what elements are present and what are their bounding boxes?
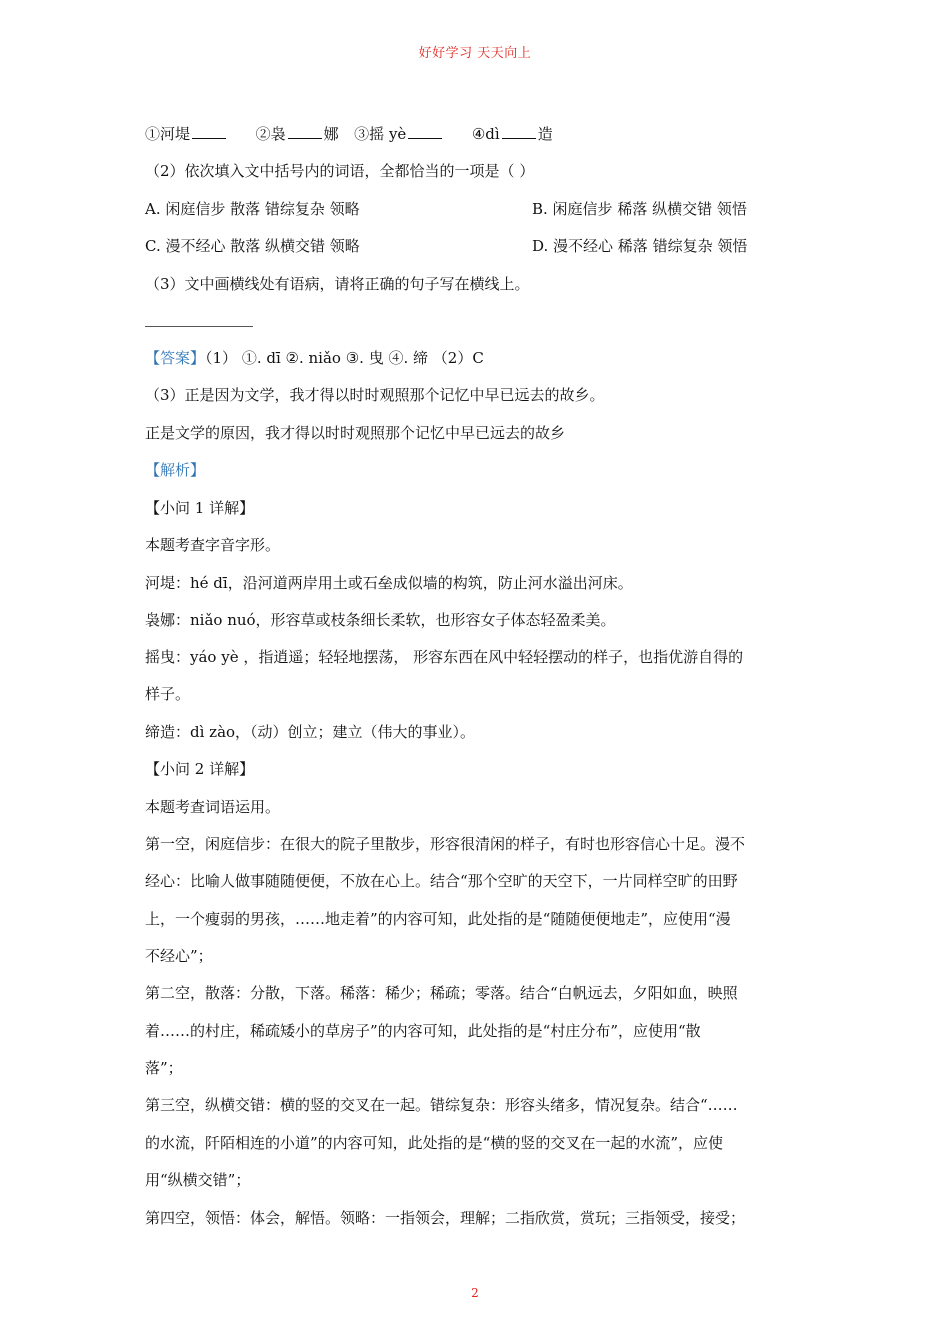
p2-line-2: 着……的村庄，稀疏矮小的草房子”的内容可知，此处指的是“村庄分布”，应使用“散 xyxy=(145,1022,701,1040)
blank-a xyxy=(192,124,226,139)
p1-line-4: 不经心”； xyxy=(145,947,213,965)
question-2: （2）依次填入文中括号内的词语，全都恰当的一项是（ ） xyxy=(145,162,535,180)
sub1-line-1: 河堤：hé dī，沿河道两岸用土或石垒成似墙的构筑，防止河水溢出河床。 xyxy=(145,574,633,592)
answer-3b: 正是文学的原因，我才得以时时观照那个记忆中早已远去的故乡 xyxy=(145,424,566,442)
answer-underline xyxy=(145,326,253,327)
p3-line-1: 第三空，纵横交错：横的竖的交叉在一起。错综复杂：形容头绪多，情况复杂。结合“…… xyxy=(145,1096,738,1114)
item-b-post: 娜 xyxy=(323,125,339,143)
sub1-heading: 【小问 1 详解】 xyxy=(145,499,255,517)
question-3: （3）文中画横线处有语病，请将正确的句子写在横线上。 xyxy=(145,275,530,293)
blank-c xyxy=(408,124,442,139)
sub1-intro: 本题考查字音字形。 xyxy=(145,536,281,554)
item-b-pre: ②袅 xyxy=(255,125,286,143)
sub1-line-4: 样子。 xyxy=(145,685,191,703)
option-b: B. 闲庭信步 稀落 纵横交错 领悟 xyxy=(532,200,747,218)
p2-line-1: 第二空，散落：分散，下落。稀落：稀少；稀疏；零落。结合“白帆远去，夕阳如血，映照 xyxy=(145,984,738,1002)
option-a: A. 闲庭信步 散落 错综复杂 领略 xyxy=(145,200,360,218)
sub1-line-5: 缔造：dì zào，（动）创立；建立（伟大的事业）。 xyxy=(145,723,476,741)
p2-line-3: 落”； xyxy=(145,1059,183,1077)
answer-text: （1） ①. dī ②. niǎo ③. 曳 ④. 缔 （2）C xyxy=(205,349,484,367)
sub2-intro: 本题考查词语运用。 xyxy=(145,798,281,816)
p1-line-3: 上，一个瘦弱的男孩，……地走着”的内容可知，此处指的是“随随便便地走”，应使用“漫 xyxy=(145,910,731,928)
sub2-heading: 【小问 2 详解】 xyxy=(145,760,255,778)
item-c: ③摇 yè xyxy=(354,125,407,143)
p1-line-2: 经心：比喻人做事随随便便，不放在心上。结合“那个空旷的天空下，一片同样空旷的田野 xyxy=(145,872,738,890)
item-a: ①河堤 xyxy=(145,125,191,143)
answer-3: （3）正是因为文学，我才得以时时观照那个记忆中早已远去的故乡。 xyxy=(145,386,605,404)
p3-line-2: 的水流，阡陌相连的小道”的内容可知，此处指的是“横的竖的交叉在一起的水流”，应使 xyxy=(145,1134,724,1152)
q1-items xyxy=(145,124,553,144)
item-d-pre: ④dì xyxy=(471,125,500,143)
sub1-line-3: 摇曳：yáo yè ，指逍遥；轻轻地摆荡， 形容东西在风中轻轻摆动的样子，也指优游自得的 xyxy=(145,648,744,666)
p4-line-1: 第四空，领悟：体会，解悟。领略：一指领会，理解；二指欣赏，赏玩；三指领受，接受； xyxy=(145,1209,746,1227)
analysis-label: 【解析】 xyxy=(145,461,206,479)
option-d: D. 漫不经心 稀落 错综复杂 领悟 xyxy=(532,237,748,255)
answer-line xyxy=(145,348,484,368)
blank-d xyxy=(502,124,536,139)
page-header: 好好学习 天天向上 xyxy=(418,46,532,61)
p3-line-3: 用“纵横交错”； xyxy=(145,1171,251,1189)
blank-b xyxy=(288,124,322,139)
answer-label: 【答案】 xyxy=(145,349,206,367)
option-c: C. 漫不经心 散落 纵横交错 领略 xyxy=(145,237,360,255)
item-d-post: 造 xyxy=(537,125,553,143)
page-number: 2 xyxy=(471,1286,479,1300)
p1-line-1: 第一空，闲庭信步：在很大的院子里散步，形容很清闲的样子，有时也形容信心十足。漫不 xyxy=(145,835,746,853)
sub1-line-2: 袅娜：niǎo nuó，形容草或枝条细长柔软，也形容女子体态轻盈柔美。 xyxy=(145,611,616,629)
